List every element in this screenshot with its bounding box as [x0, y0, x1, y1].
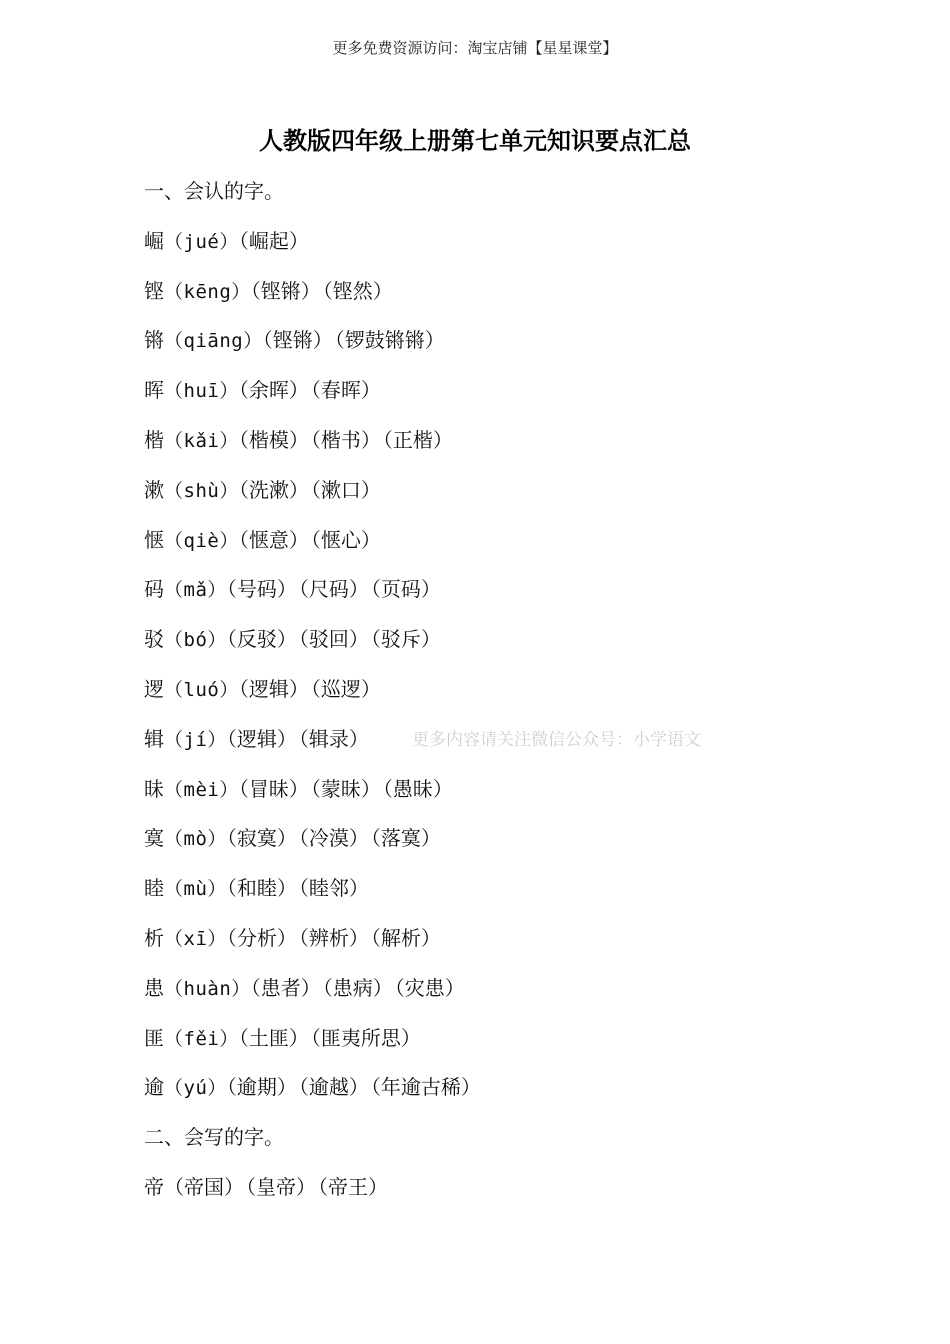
entry-pinyin: （xī）	[164, 927, 227, 950]
document-title: 人教版四年级上册第七单元知识要点汇总	[259, 127, 691, 155]
entry-pinyin: （qiāng）	[164, 330, 263, 353]
section-heading-write: 二、会写的字。	[144, 1125, 284, 1150]
char-entry	[144, 772, 844, 822]
entry-word: （逾越）	[298, 1075, 369, 1100]
entry-character: 惬	[144, 527, 164, 552]
entry-word: （反驳）	[226, 627, 297, 652]
entry-word: （尺码）	[298, 577, 369, 602]
char-entry	[144, 274, 844, 324]
entry-word: （铿锵）	[262, 328, 333, 353]
entry-word: （惬心）	[310, 527, 381, 552]
entry-word: （帝王）	[318, 1174, 388, 1199]
entry-word: （皇帝）	[246, 1174, 316, 1199]
entry-word: （解析）	[370, 925, 441, 950]
entry-word: （号码）	[226, 577, 297, 602]
entry-word: （正楷）	[382, 427, 453, 452]
char-entry	[144, 622, 844, 672]
entry-pinyin: （huī）	[164, 380, 239, 403]
entry-word: （蒙昧）	[310, 776, 381, 801]
entry-word: （冒昧）	[238, 776, 309, 801]
entry-pinyin: （qiè）	[164, 529, 239, 552]
char-entry	[144, 473, 844, 523]
entry-word: （余晖）	[238, 378, 309, 403]
entry-word: （楷模）	[238, 427, 309, 452]
watermark-text: 更多内容请关注微信公众号：小学语文	[412, 730, 701, 750]
entry-word: （页码）	[370, 577, 441, 602]
entry-word: （崛起）	[238, 228, 309, 253]
entry-pinyin: （bó）	[164, 629, 227, 652]
char-entry	[144, 971, 844, 1021]
entry-word: （驳回）	[298, 627, 369, 652]
entry-pinyin: （shù）	[164, 479, 239, 502]
entry-character: 睦	[144, 876, 164, 901]
entry-word: （灾患）	[394, 975, 465, 1000]
entry-word: （春晖）	[310, 378, 381, 403]
entry-word: （分析）	[226, 925, 297, 950]
char-entry	[144, 423, 844, 473]
entry-character: 铿	[144, 278, 164, 303]
entry-pinyin: （yú）	[164, 1077, 227, 1100]
entry-pinyin: （kǎi）	[164, 429, 239, 452]
entry-word: （驳斥）	[370, 627, 441, 652]
entry-word: （巡逻）	[310, 676, 381, 701]
entry-word: （辑录）	[298, 726, 369, 751]
entry-word: （睦邻）	[298, 876, 369, 901]
section-heading-recognize: 一、会认的字。	[144, 179, 284, 203]
entry-character: 驳	[144, 627, 164, 652]
char-entry	[144, 821, 844, 871]
entry-word: （匪夷所思）	[310, 1025, 421, 1050]
char-entry	[144, 323, 844, 373]
entry-character: 晖	[144, 378, 164, 403]
entry-pinyin: （jué）	[164, 230, 239, 253]
recognize-char-list	[144, 224, 844, 1120]
char-entry	[144, 672, 844, 722]
entry-character: 锵	[144, 328, 164, 353]
entry-word: （冷漠）	[298, 826, 369, 851]
entry-pinyin: （mèi）	[164, 778, 239, 801]
char-entry	[144, 1170, 844, 1220]
entry-character: 患	[144, 975, 164, 1000]
char-entry	[144, 523, 844, 573]
entry-word: （铿锵）	[250, 278, 321, 303]
char-entry	[144, 572, 844, 622]
header-note: 更多免费资源访问：淘宝店铺【星星课堂】	[332, 39, 618, 57]
entry-word: （土匪）	[238, 1025, 309, 1050]
char-entry	[144, 921, 844, 971]
entry-word: （楷书）	[310, 427, 381, 452]
entry-word: （愚昧）	[382, 776, 453, 801]
char-entry	[144, 373, 844, 423]
entry-character: 昧	[144, 776, 164, 801]
entry-character: 寞	[144, 826, 164, 851]
entry-character: 码	[144, 577, 164, 602]
entry-word: （辨析）	[298, 925, 369, 950]
entry-character: 崛	[144, 228, 164, 253]
entry-pinyin: （kēng）	[164, 280, 251, 303]
entry-pinyin: （huàn）	[164, 977, 251, 1000]
char-entry	[144, 1070, 844, 1120]
entry-word: （年逾古稀）	[370, 1075, 481, 1100]
document-body	[144, 174, 844, 1220]
entry-word: （逻辑）	[238, 676, 309, 701]
entry-word: （逻辑）	[226, 726, 297, 751]
char-entry	[144, 1021, 844, 1071]
entry-word: （惬意）	[238, 527, 309, 552]
char-entry	[144, 224, 844, 274]
entry-pinyin: （mǎ）	[164, 579, 227, 602]
entry-pinyin: （mò）	[164, 828, 227, 851]
entry-word: （洗漱）	[238, 477, 309, 502]
entry-character: 漱	[144, 477, 164, 502]
entry-character: 辑	[144, 726, 164, 751]
char-entry	[144, 871, 844, 921]
entry-character: 析	[144, 925, 164, 950]
entry-word: （锣鼓锵锵）	[334, 328, 445, 353]
entry-word: （寂寞）	[226, 826, 297, 851]
entry-pinyin: （fěi）	[164, 1027, 239, 1050]
entry-character: 匪	[144, 1025, 164, 1050]
entry-character: 帝	[144, 1174, 164, 1199]
write-char-list	[144, 1170, 844, 1220]
entry-word: （帝国）	[164, 1174, 244, 1199]
entry-pinyin: （mù）	[164, 878, 227, 901]
entry-word: （漱口）	[310, 477, 381, 502]
entry-word: （患病）	[322, 975, 393, 1000]
entry-word: （铿然）	[322, 278, 393, 303]
entry-word: （患者）	[250, 975, 321, 1000]
entry-character: 楷	[144, 427, 164, 452]
entry-character: 逾	[144, 1075, 164, 1100]
entry-character: 逻	[144, 676, 164, 701]
entry-word: （落寞）	[370, 826, 441, 851]
entry-word: （逾期）	[226, 1075, 297, 1100]
entry-pinyin: （luó）	[164, 678, 239, 701]
entry-word: （和睦）	[226, 876, 297, 901]
entry-pinyin: （jí）	[164, 728, 227, 751]
